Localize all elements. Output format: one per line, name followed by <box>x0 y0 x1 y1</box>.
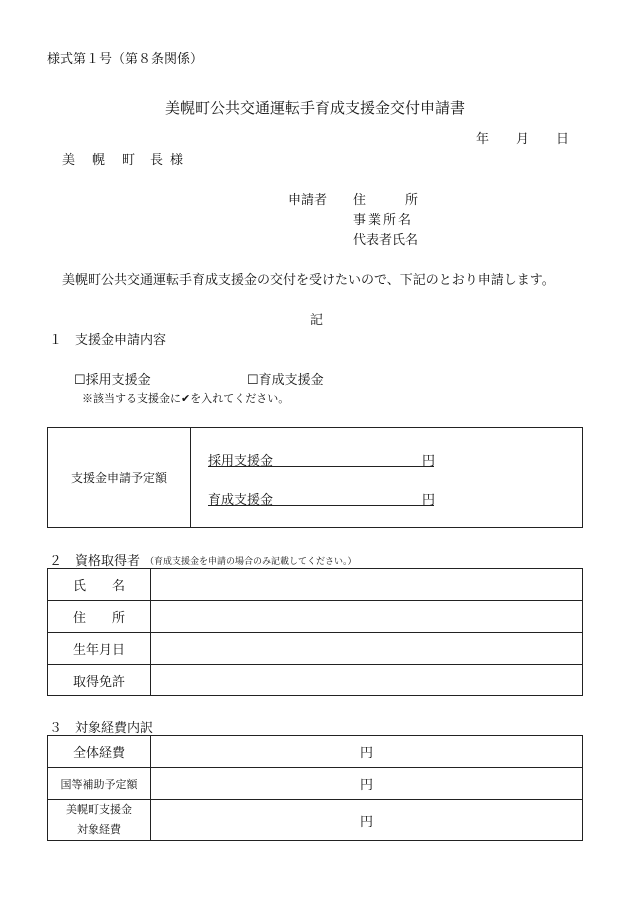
addressee-sama: 様 <box>170 153 184 168</box>
support-amount-entry-cell[interactable] <box>191 428 583 528</box>
addressee-horo: 幌 <box>92 153 106 168</box>
recruitment-support-amount-line[interactable] <box>208 466 434 467</box>
training-support-amount-label: 育成支援金 <box>208 493 274 508</box>
checkbox-training-support[interactable]: ☐育成支援金 <box>247 373 324 388</box>
total-expense-label: 全体経費 <box>72 746 125 761</box>
qualified-person-table <box>47 568 583 696</box>
section2-heading-note: （育成支援金を申請の場合のみ記載してください。） <box>145 557 357 567</box>
recruitment-support-amount-label: 採用支援金 <box>208 454 274 469</box>
support-amount-table <box>47 427 583 528</box>
national-subsidy-field[interactable] <box>151 768 583 800</box>
license-label: 取得免許 <box>72 674 125 690</box>
addressee-bi: 美 <box>62 153 76 168</box>
ki-label: 記 <box>310 313 324 328</box>
applicant-representative-label: 代表者氏名 <box>353 233 419 248</box>
address-label: 住 所 <box>72 611 125 626</box>
addressee-cho: 長 <box>150 153 164 168</box>
national-subsidy-yen: 円 <box>359 778 373 793</box>
form-number: 様式第１号（第８条関係） <box>47 52 204 67</box>
name-label-cell <box>48 569 151 601</box>
request-text: 美幌町公共交通運転手育成支援金の交付を受けたいので、下記のとおり申請します。 <box>62 273 555 288</box>
name-label: 氏 名 <box>72 579 125 594</box>
page-title: 美幌町公共交通運転手育成支援金交付申請書 <box>164 99 465 117</box>
training-support-amount-line[interactable] <box>208 505 434 506</box>
checkbox-note: ※該当する支援金に✔を入れてください。 <box>82 392 290 405</box>
birthdate-label: 生年月日 <box>72 643 125 658</box>
town-support-yen: 円 <box>359 814 373 830</box>
license-field[interactable] <box>151 665 583 696</box>
town-support-label-cell <box>48 800 151 841</box>
town-support-label-line1: 美幌町支援金 <box>66 803 132 816</box>
license-label-cell <box>48 665 151 696</box>
section2-heading: ２ 資格取得者 <box>49 554 141 569</box>
total-expense-yen: 円 <box>359 746 373 761</box>
address-label-cell <box>48 601 151 633</box>
expense-breakdown-table <box>47 735 583 841</box>
recruitment-support-yen: 円 <box>422 454 436 469</box>
birthdate-label-cell <box>48 633 151 665</box>
applicant-label: 申請者 <box>288 193 328 208</box>
town-support-label-line2: 対象経費 <box>77 823 121 836</box>
applicant-office-label: 事業所名 <box>353 213 414 228</box>
birthdate-field[interactable] <box>151 633 583 665</box>
national-subsidy-label-cell <box>48 768 151 800</box>
date-day-label: 日 <box>556 132 570 147</box>
total-expense-field[interactable] <box>151 736 583 768</box>
name-field[interactable] <box>151 569 583 601</box>
town-support-field[interactable] <box>151 800 583 841</box>
section3-heading: ３ 対象経費内訳 <box>49 721 154 736</box>
applicant-address-label: 住 所 <box>353 193 419 208</box>
total-expense-label-cell <box>48 736 151 768</box>
date-year-label: 年 <box>476 132 490 147</box>
addressee-machi: 町 <box>122 153 136 168</box>
checkbox-recruitment-support[interactable]: ☐採用支援金 <box>74 373 151 388</box>
address-field[interactable] <box>151 601 583 633</box>
section1-heading: １ 支援金申請内容 <box>49 333 167 348</box>
support-amount-label-cell <box>48 428 191 528</box>
training-support-yen: 円 <box>422 493 436 508</box>
date-month-label: 月 <box>516 132 530 147</box>
support-amount-label: 支援金申請予定額 <box>70 471 167 485</box>
national-subsidy-label: 国等補助予定額 <box>60 777 138 791</box>
